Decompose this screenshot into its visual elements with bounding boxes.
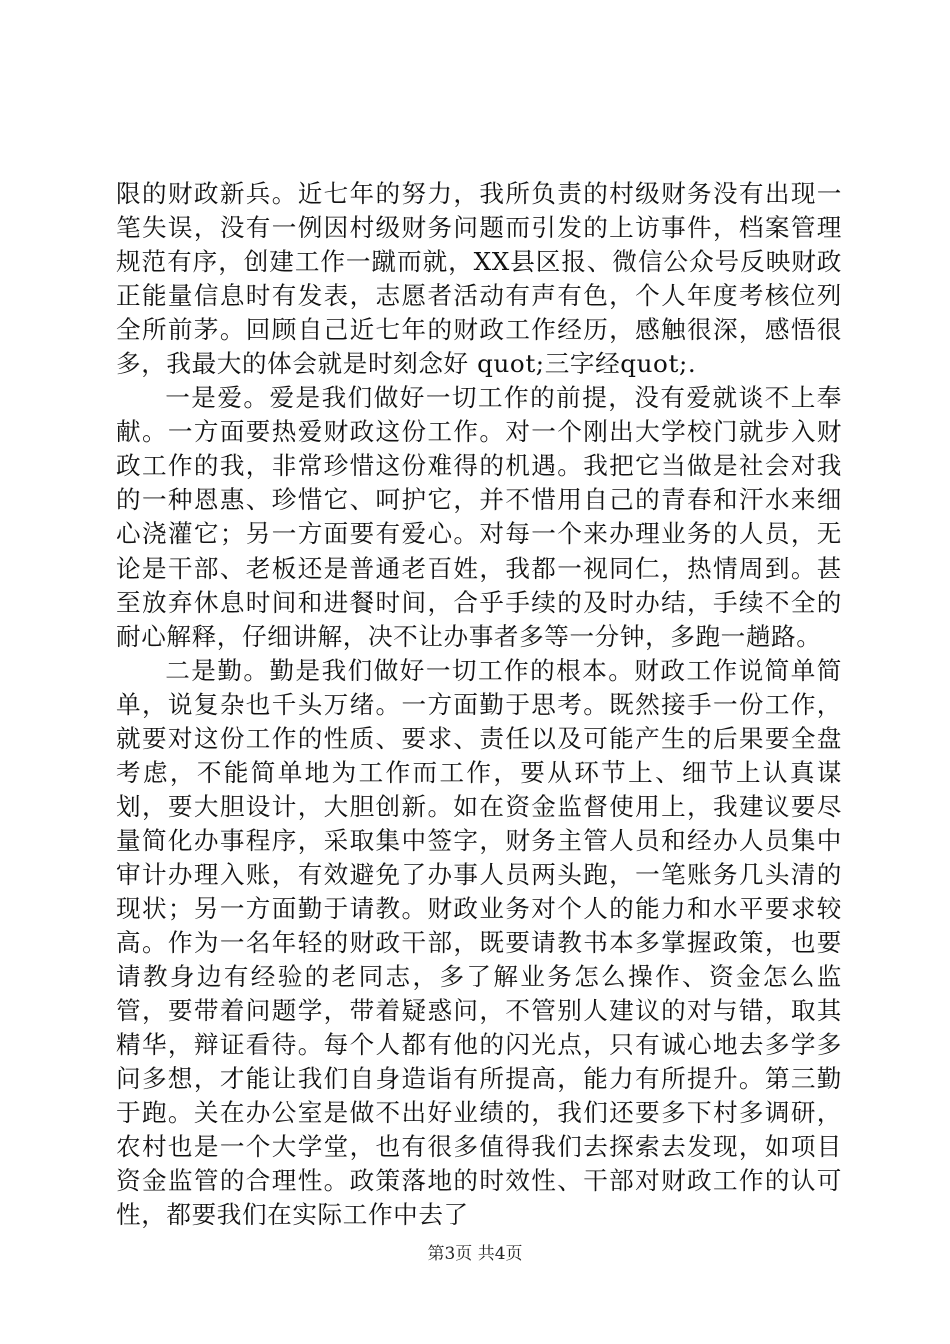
page-footer: 第3页 共4页 (427, 1244, 523, 1264)
paragraph-2: 一是爱。爱是我们做好一切工作的前提，没有爱就谈不上奉献。一方面要热爱财政这份工作。对一个刚出大学校门就步入财政工作的我，非常珍惜这份难得的机遇。我把它当做是社会对我的一种恩惠、珍惜它、呵护它，并不惜用自己的青春和汗水来细心浇灌它；另一方面要有爱心。对每一个来办理业务的人员，无论是干部、老板还是普通老百姓，我都一视同仁，热情周到。甚至放弃休息时间和进餐时间，合乎手续的及时办结，手续不全的耐心解释，仔细讲解，决不让办事者多等一分钟，多跑一趟路。 (116, 383, 842, 651)
paragraph-1: 限的财政新兵。近七年的努力，我所负责的村级财务没有出现一笔失误，没有一例因村级财务问题而引发的上访事件，档案管理规范有序，创建工作一蹴而就，XX县区报、微信公众号反映财政正能量信息时有发表，志愿者活动有声有色，个人年度考核位列全所前茅。回顾自己近七年的财政工作经历，感触很深，感悟很多，我最大的体会就是时刻念好 quot;三字经quot;. (116, 179, 842, 379)
paragraph-3: 二是勤。勤是我们做好一切工作的根本。财政工作说简单简单，说复杂也千头万绪。一方面勤于思考。既然接手一份工作，就要对这份工作的性质、要求、责任以及可能产生的后果要全盘考虑，不能简单地为工作而工作，要从环节上、细节上认真谋划，要大胆设计，大胆创新。如在资金监督使用上，我建议要尽量简化办事程序，采取集中签字，财务主管人员和经办人员集中审计办理入账，有效避免了办事人员两头跑，一笔账务几头清的现状；另一方面勤于请教。财政业务对个人的能力和水平要求较高。作为一名年轻的财政干部，既要请教书本多掌握政策，也要请教身边有经验的老同志，多了解业务怎么操作、资金怎么监管，要带着问题学，带着疑惑问，不管别人建议的对与错，取其精华，辩证看待。每个人都有他的闪光点，只有诚心地去多学多问多想，才能让我们自身造诣有所提高，能力有所提升。第三勤于跑。关在办公室是做不出好业绩的，我们还要多下村多调研，农村也是一个大学堂，也有很多值得我们去探索去发现，如项目资金监管的合理性。政策落地的时效性、干部对财政工作的认可性，都要我们在实际工作中去了 (116, 655, 842, 1230)
document-body (116, 177, 842, 1232)
